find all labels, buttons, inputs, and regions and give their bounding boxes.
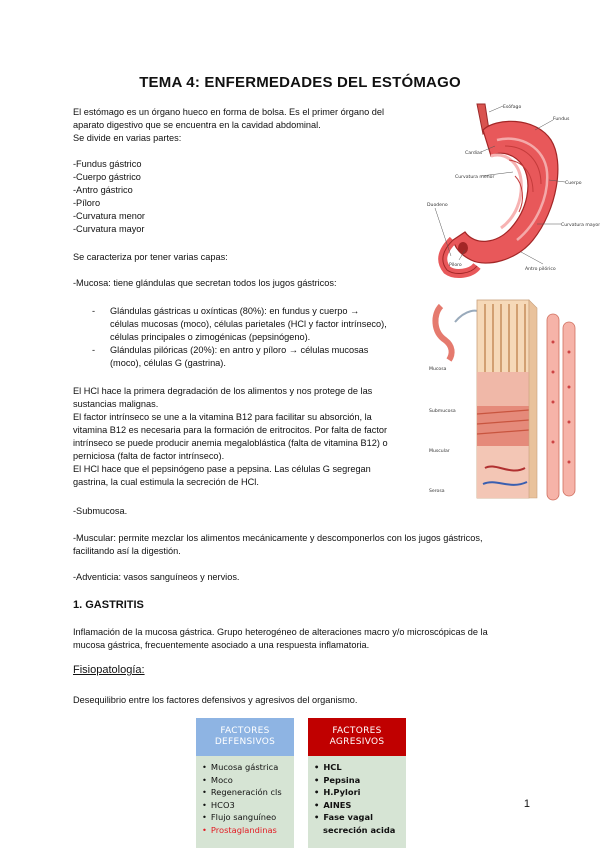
aggressive-title-line: AGRESIVOS	[329, 737, 385, 747]
defensive-item: • Regeneración cls	[202, 786, 294, 799]
hcl-line: El HCl hace la primera degradación de los alimentos y nos protege de las	[73, 386, 373, 396]
layers-intro: Se caracteriza por tener varias capas:	[73, 252, 228, 262]
wall-label: Submucosa	[429, 409, 456, 414]
defensive-title-line: DEFENSIVOS	[214, 737, 276, 747]
stomach-label: Antro pilórico	[525, 267, 556, 272]
muscular-paragraph	[73, 532, 543, 558]
aggressive-factors-list	[308, 756, 406, 848]
intro-line: aparato digestivo que se encuentra en la cavidad abdominal.	[73, 120, 321, 130]
part-item: -Cuerpo gástrico	[73, 172, 141, 182]
stomach-illustration	[425, 100, 600, 280]
fisiopatologia-title: Fisiopatología	[73, 664, 142, 676]
stomach-parts-list	[73, 158, 145, 236]
stomach-label: Píloro	[449, 263, 462, 268]
part-item: -Fundus gástrico	[73, 159, 142, 169]
aggressive-title-line: FACTORES	[332, 726, 382, 736]
defensive-factors-list	[196, 756, 294, 848]
section-heading-gastritis: 1. GASTRITIS	[73, 599, 144, 611]
submucosa-line: -Submucosa.	[73, 506, 128, 516]
defensive-factors-box	[196, 718, 294, 848]
aggressive-factors-header	[308, 718, 406, 756]
part-item: -Píloro	[73, 198, 101, 208]
stomach-label: Duodeno	[427, 203, 448, 208]
page-title: TEMA 4: ENFERMEDADES DEL ESTÓMAGO	[139, 74, 461, 91]
definition-line: mucosa gástrica, frecuentemente asociado a una respuesta inflamatoria.	[73, 640, 370, 650]
hcl-line: sustancias malignas.	[73, 399, 159, 409]
stomach-label: Cardias	[465, 151, 483, 156]
intro-line: Se divide en varias partes:	[73, 133, 182, 143]
mucosa-line: -Mucosa: tiene glándulas que secretan todos los jugos gástricos:	[73, 278, 337, 288]
defensive-item: • Mucosa gástrica	[202, 761, 294, 774]
gland-line: Glándulas gástricas u oxínticas (80%): en fundus y cuerpo →	[110, 306, 360, 316]
hcl-paragraph	[73, 385, 423, 489]
hcl-line: El factor intrínseco se une a la vitamina B12 para facilitar su absorción, la	[73, 412, 372, 422]
gland-item-piloricas	[92, 344, 412, 370]
aggressive-item: • HCL	[314, 761, 406, 774]
wall-label: Mucosa	[429, 367, 447, 372]
stomach-label: Cuerpo	[565, 181, 582, 186]
wall-illustration	[425, 292, 590, 504]
stomach-wall-figure	[425, 292, 590, 504]
muscular-line: facilitando así la digestión.	[73, 546, 181, 556]
list-dash: -	[92, 345, 96, 355]
aggressive-item: • Fase vagal	[314, 811, 406, 824]
stomach-label: Esófago	[503, 105, 522, 110]
defensive-item: • Flujo sanguíneo	[202, 811, 294, 824]
gland-item-oxinticas	[92, 305, 412, 344]
stomach-label: Fundus	[553, 117, 570, 122]
defensive-item: • Moco	[202, 774, 294, 787]
aggressive-factors-box	[308, 718, 406, 848]
intro-line: El estómago es un órgano hueco en forma de bolsa. Es el primer órgano del	[73, 107, 385, 117]
part-item: -Curvatura mayor	[73, 224, 145, 234]
fisiopatologia-colon: :	[141, 664, 145, 676]
stomach-label: Curvatura menor	[455, 175, 495, 180]
defensive-item: • HCO3	[202, 799, 294, 812]
fisiopatologia-text: Desequilibrio entre los factores defensivos y agresivos del organismo.	[73, 695, 358, 705]
gastritis-definition	[73, 626, 543, 652]
hcl-line: vitamina B12 es necesaria para la formación de eritrocitos. Por falta de factor	[73, 425, 388, 435]
wall-label: Muscular	[429, 449, 450, 454]
aggressive-item: • Pepsina	[314, 774, 406, 787]
wall-label: Serosa	[429, 489, 445, 494]
fisiopatologia-heading	[73, 664, 145, 676]
page-number: 1	[523, 798, 530, 810]
aggressive-item: • H.Pylori	[314, 786, 406, 799]
list-dash: -	[92, 306, 96, 316]
hcl-line: intrínseco se puede producir anemia megaloblástica (falta de vitamina B12) o	[73, 438, 388, 448]
gland-line: células principales o zimogénicas (pepsinógeno).	[110, 332, 311, 342]
defensive-item-highlight: • Prostaglandinas	[202, 824, 294, 837]
hcl-line: gastrina, la cual estimula la secreción de HCl.	[73, 477, 259, 487]
defensive-factors-header	[196, 718, 294, 756]
hcl-line: perniciosa (falta de factor intrínseco).	[73, 451, 225, 461]
intro-paragraph	[73, 106, 423, 145]
part-item: -Curvatura menor	[73, 211, 145, 221]
aggressive-item-continued: secreción acida	[323, 824, 396, 835]
hcl-line: El HCl hace que el pepsinógeno pase a pepsina. Las células G segregan	[73, 464, 371, 474]
definition-line: Inflamación de la mucosa gástrica. Grupo heterogéneo de alteraciones macro y/o microscópicas de la	[73, 627, 488, 637]
gland-line: células mucosas (moco), células parietales (HCl y factor intrínseco),	[110, 319, 387, 329]
stomach-label: Curvatura mayor	[561, 223, 600, 228]
muscular-line: -Muscular: permite mezclar los alimentos mecánicamente y descomponerlos con los jugos gástricos,	[73, 533, 483, 543]
stomach-anatomy-figure	[425, 100, 600, 280]
defensive-title-line: FACTORES	[220, 726, 270, 736]
glands-list	[92, 305, 412, 370]
gland-line: Glándulas pilóricas (20%): en antro y píloro → células mucosas	[110, 345, 369, 355]
aggressive-item: • AINES	[314, 799, 406, 812]
gland-line: (moco), células G (gastrina).	[110, 358, 226, 368]
part-item: -Antro gástrico	[73, 185, 133, 195]
adventicia-line: -Adventicia: vasos sanguíneos y nervios.	[73, 572, 240, 582]
